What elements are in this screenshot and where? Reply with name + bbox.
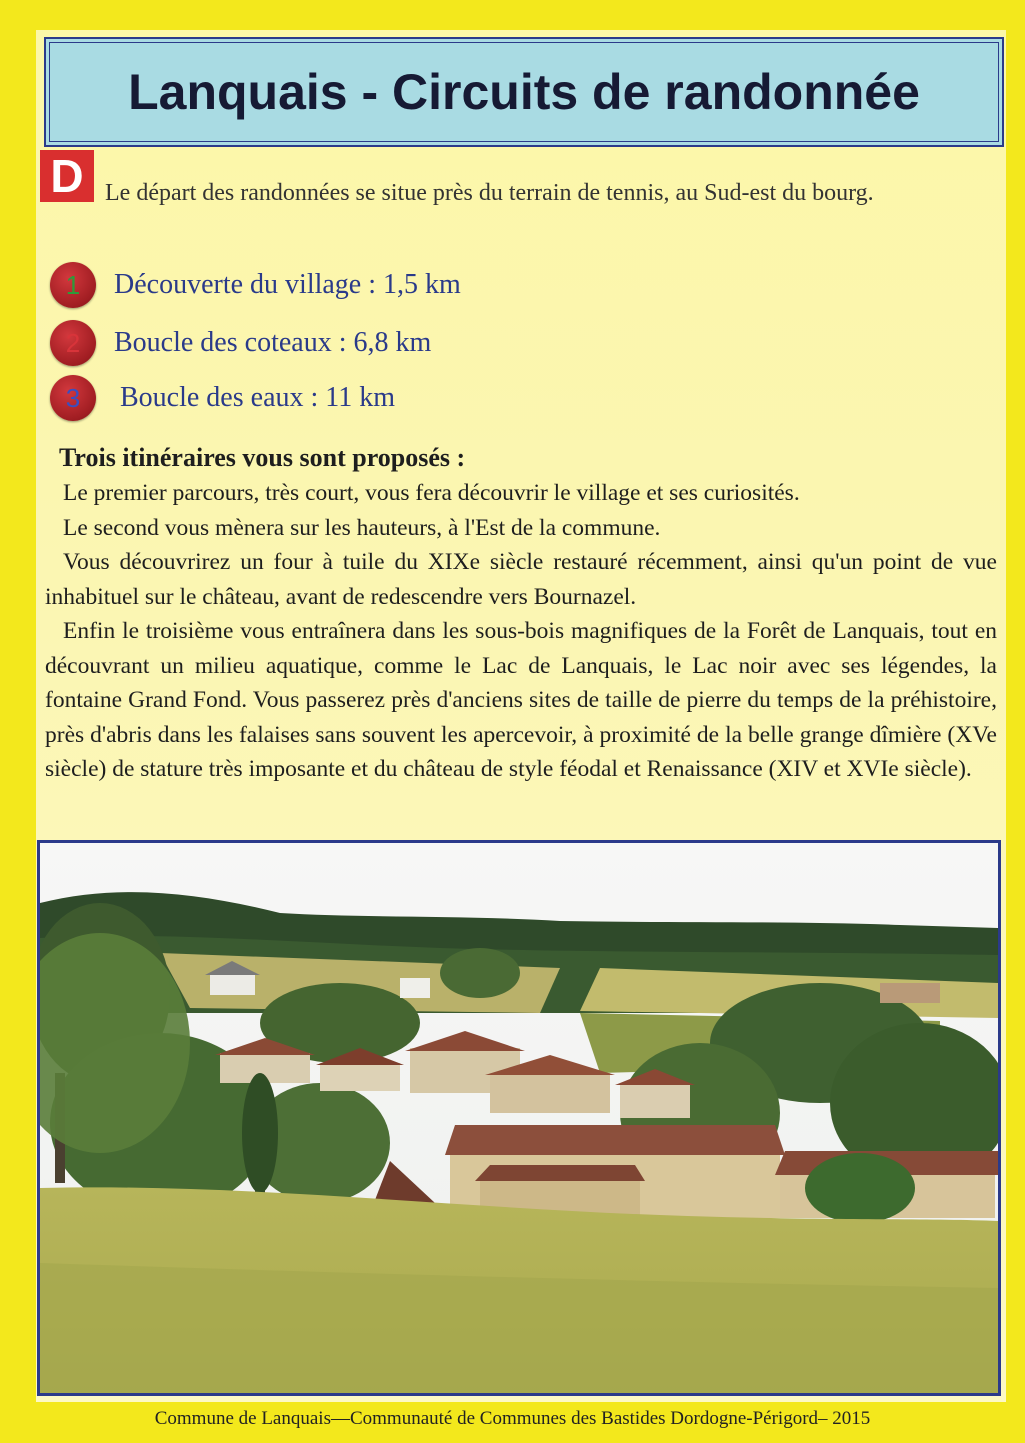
route-label: Boucle des eaux : 11 km <box>120 382 396 413</box>
paragraph: Vous découvrirez un four à tuile du XIXe siècle restauré récemment, ainsi qu'un point de vue inhabituel sur le château, avant de redescendre vers Bournazel. <box>45 549 997 610</box>
route-number: 3 <box>65 382 81 413</box>
route-3 <box>50 373 395 423</box>
route-label: Découverte du village : 1,5 km <box>114 269 461 300</box>
village-landscape-image <box>40 843 998 1393</box>
route-number-circle <box>50 262 96 308</box>
route-2 <box>50 318 431 368</box>
route-label: Boucle des coteaux : 6,8 km <box>114 327 432 358</box>
village-photo <box>37 840 1001 1396</box>
route-number: 2 <box>65 327 81 358</box>
paragraph: Le second vous mènera sur les hauteurs, à l'Est de la commune. <box>63 514 661 541</box>
route-number-circle <box>50 375 96 421</box>
footer: Commune de Lanquais—Communauté de Communes des Bastides Dordogne-Périgord– 2015 <box>154 1408 871 1429</box>
section-heading: Trois itinéraires vous sont proposés : <box>59 443 466 472</box>
intro-text: Le départ des randonnées se situe près du terrain de tennis, au Sud-est du bourg. <box>105 180 874 206</box>
route-number-circle <box>50 320 96 366</box>
page-title: Lanquais - Circuits de randonnée <box>128 64 920 120</box>
departure-badge: D <box>40 150 94 202</box>
description <box>45 440 997 787</box>
route-1 <box>50 260 461 310</box>
paragraph: Le premier parcours, très court, vous fera découvrir le village et ses curiosités. <box>63 480 800 506</box>
title-banner <box>44 37 1004 147</box>
route-number: 1 <box>65 269 81 300</box>
paragraph: Enfin le troisième vous entraînera dans les sous-bois magnifiques de la Forêt de Lanquais, tout en découvrant un milieu aquatique, comme le Lac de Lanquais, le Lac noir avec ses légendes, la fontaine Grand Fond. Vous passerez près d'anciens sites de taille de pierre du temps de la préhistoire, près d'abris dans les falaises sans souvent les apercevoir, à proximité de la belle grange dîmière (XVe siècle) de stature très imposante et du château de style féodal et Renaissance (XIV et XVIe siècle). <box>45 618 997 782</box>
